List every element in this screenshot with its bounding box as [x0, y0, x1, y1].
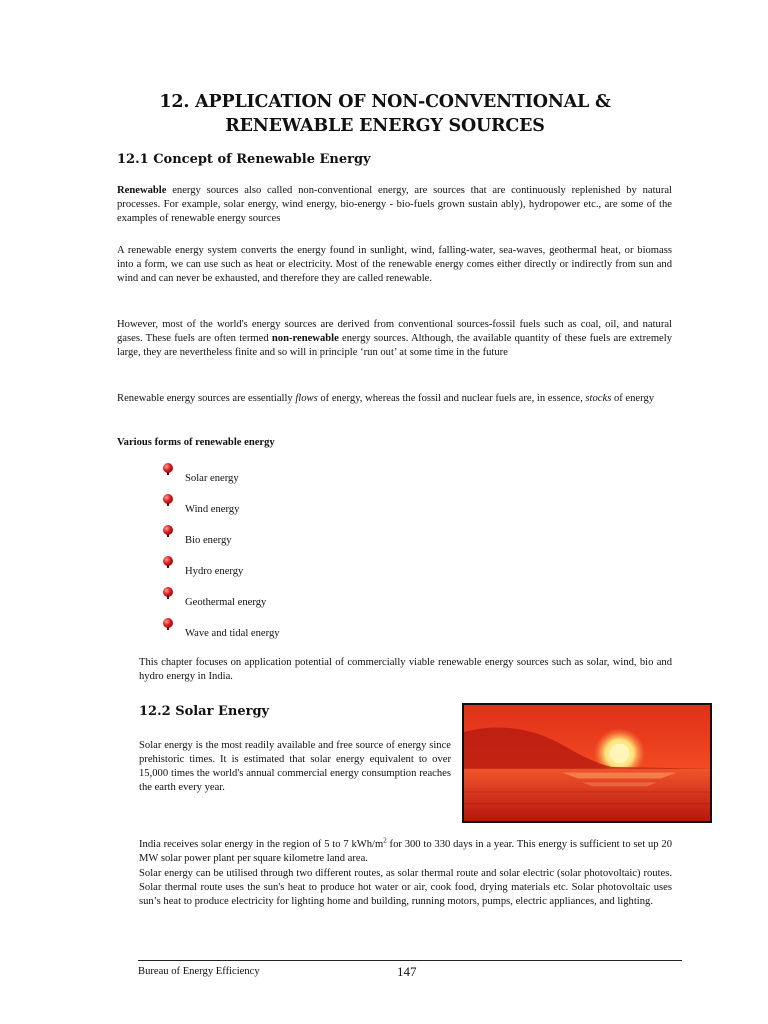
chapter-title-line2: RENEWABLE ENERGY SOURCES [225, 116, 545, 136]
list-item [163, 494, 463, 525]
paragraph-renewable-definition [117, 184, 672, 226]
term-renewable: Renewable [117, 185, 167, 196]
superscript-2: 2 [383, 836, 387, 845]
page-number: 147 [397, 964, 417, 979]
term-stocks: stocks [585, 393, 612, 404]
india-solar-text-b: for 300 to 330 days in a year. This energy is sufficient to set up 20 MW solar power plant per square kilometre land area. [139, 839, 672, 864]
paragraph-flows-stocks [117, 392, 672, 406]
paragraph-chapter-focus: This chapter focuses on application potential of commercially viable renewable energy sources such as solar, wind, bio and hydro energy in India. [139, 657, 672, 682]
list-item [163, 463, 463, 494]
sunset-over-sea-image [462, 703, 712, 823]
paragraph-india-solar [139, 838, 672, 866]
list-item [163, 556, 463, 587]
paragraph-solar-routes: Solar energy can be utilised through two different routes, as solar thermal route and solar electric (solar photovoltaic) routes. Solar thermal route uses the sun's heat to produce hot water or air, cook food, drying materials etc. Solar photovoltaic uses sun’s heat to produce electricity for lighting home and building, running motors, pumps, electric appliances, and lighting. [139, 868, 672, 907]
footer-divider [138, 960, 682, 961]
paragraph-solar-availability: Solar energy is the most readily available and free source of energy since prehistoric times. It is estimated that solar energy equivalent to over 15,000 times the world's annual commercial energy consumption reaches the earth every year. [139, 740, 451, 793]
list-item [163, 618, 463, 649]
section-heading-renewable-concept: 12.1 Concept of Renewable Energy [117, 152, 371, 167]
footer-organization: Bureau of Energy Efficiency [138, 966, 260, 977]
paragraph-conventional-sources [117, 318, 672, 360]
chapter-title-line1: 12. APPLICATION OF NON-CONVENTIONAL & [159, 92, 611, 112]
paragraph-renewable-definition-text: energy sources also called non-conventional energy, are sources that are continuously replenished by natural processes. For example, solar energy, wind energy, bio-energy - bio-fuels grown sustain ably), hydropower etc., are some of the examples of renewable energy sources [117, 185, 672, 224]
term-non-renewable: non-renewable [271, 333, 339, 344]
list-item-label: Wave and tidal energy [185, 628, 280, 639]
flows-text-c: of energy [611, 393, 655, 404]
list-item-label: Solar energy [185, 473, 239, 484]
list-item-label: Hydro energy [185, 566, 244, 577]
chapter-title [100, 90, 670, 138]
forms-heading: Various forms of renewable energy [117, 437, 275, 448]
list-item-label: Wind energy [185, 504, 240, 515]
list-item-label: Geothermal energy [185, 597, 267, 608]
flows-text-b: of energy, whereas the fossil and nuclear fuels are, in essence, [317, 393, 586, 404]
flows-text-a: Renewable energy sources are essentially [117, 393, 296, 404]
india-solar-text-a: India receives solar energy in the region of 5 to 7 kWh/m [139, 839, 384, 850]
section-heading-solar-energy: 12.2 Solar Energy [139, 704, 270, 719]
list-item-label: Bio energy [185, 535, 232, 546]
renewable-forms-list [163, 463, 463, 649]
list-item [163, 525, 463, 556]
term-flows: flows [295, 393, 318, 404]
paragraph-renewable-system: A renewable energy system converts the energy found in sunlight, wind, falling-water, sea-waves, geothermal heat, or biomass into a form, we can use such as heat or electricity. Most of the renewable energy comes either directly or indirectly from sun and wind and can never be exhausted, and therefore they are called renewable. [117, 245, 672, 284]
paragraph-conventional-text-b: energy sources. Although, the available quantity of these fuels are extremely large, they are nevertheless finite and so will in principle ‘run out’ at some time in the future [117, 333, 673, 358]
list-item [163, 587, 463, 618]
paragraph-conventional-text-a: However, most of the world's energy sources are derived from conventional sources-fossil fuels such as coal, oil, and natural gases. These fuels are often termed [117, 319, 672, 344]
